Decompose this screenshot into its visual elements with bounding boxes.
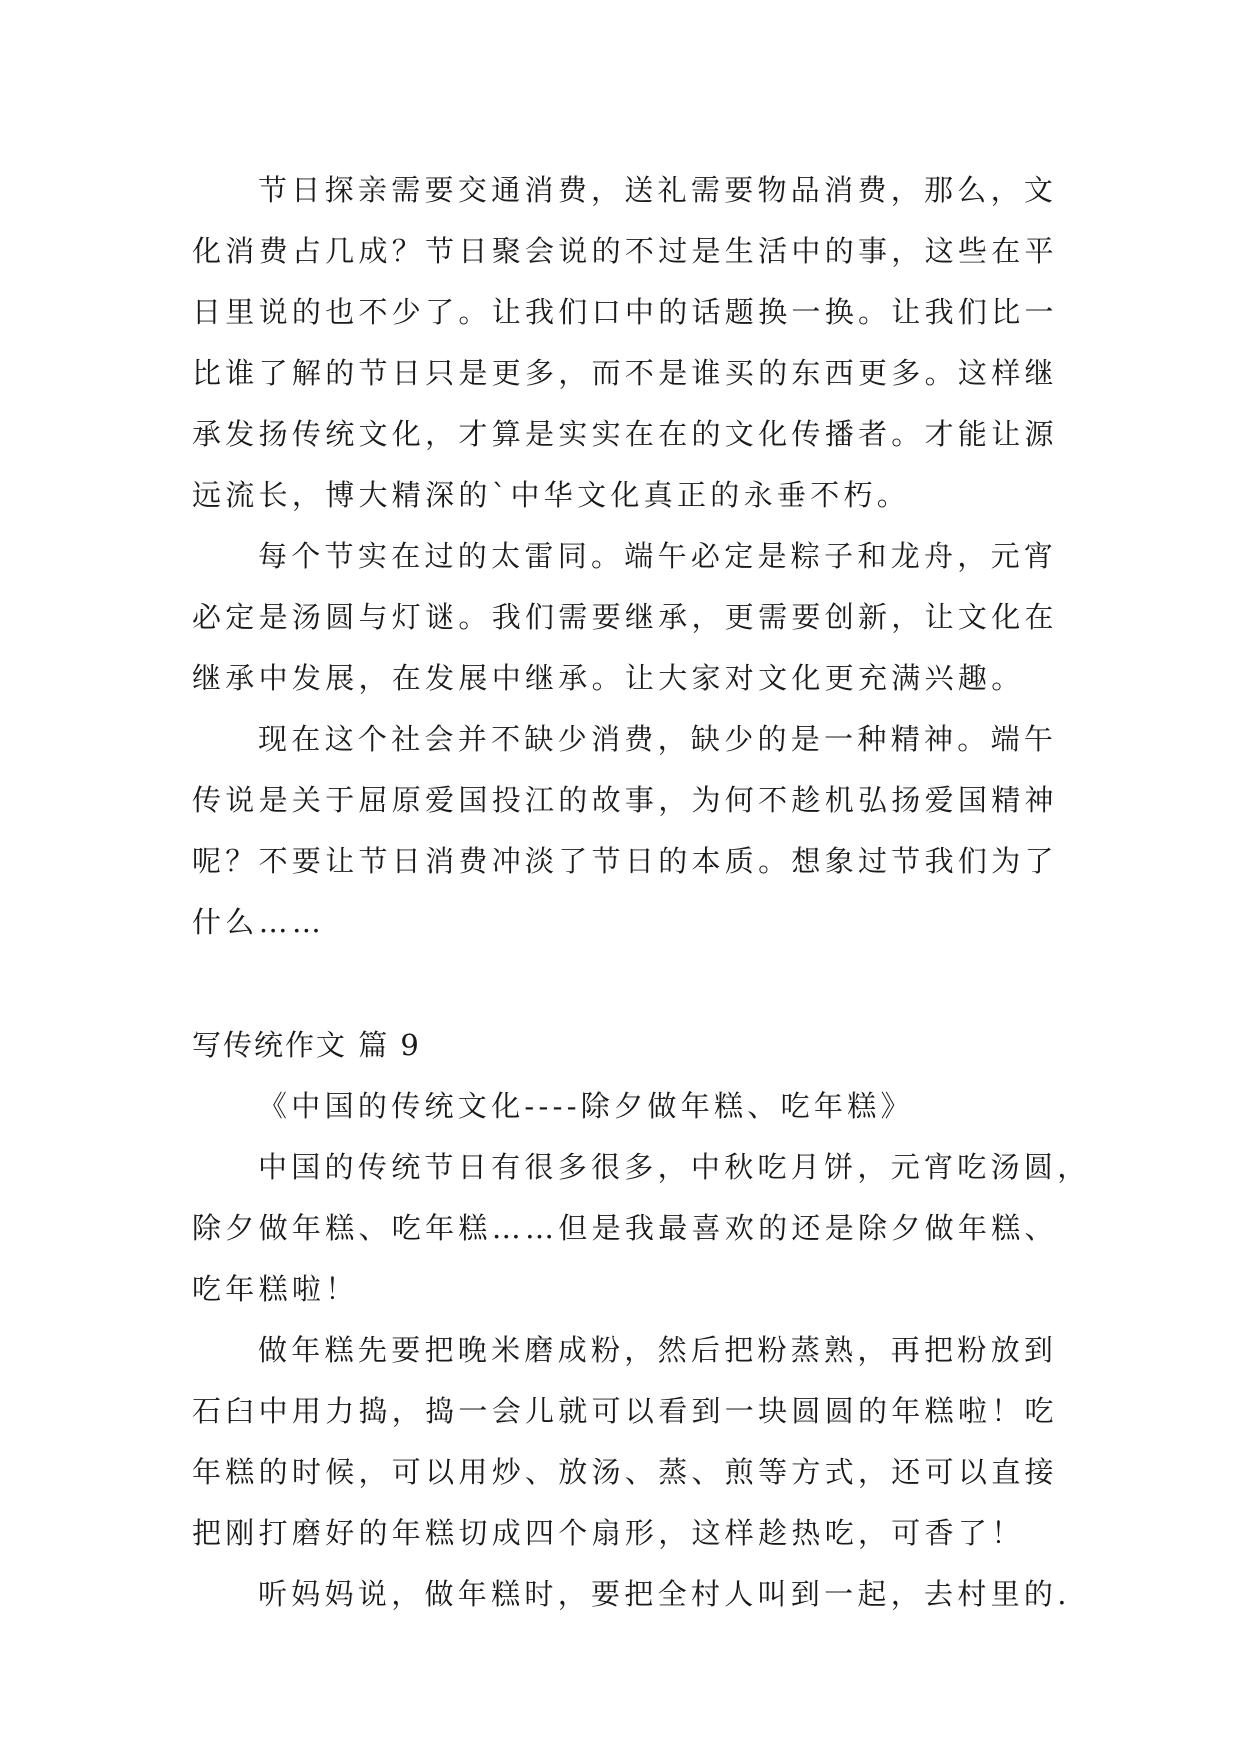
text-line: 承发扬传统文化，才算是实实在在的文化传播者。才能让源 — [192, 417, 1058, 451]
text-line: 继承中发展，在发展中继承。让大家对文化更充满兴趣。 — [192, 661, 1025, 695]
text-line: 中国的传统节日有很多很多，中秋吃月饼，元宵吃汤圆， — [258, 1150, 1091, 1184]
essay-title: 《中国的传统文化----除夕做年糕、吃年糕》 — [258, 1089, 914, 1123]
text-line: 石臼中用力捣，捣一会儿就可以看到一块圆圆的年糕啦！吃 — [192, 1394, 1058, 1428]
document-body — [192, 160, 1091, 1625]
paragraph — [192, 1564, 1071, 1625]
text-line: 吃年糕啦！ — [192, 1272, 359, 1306]
text-line: 除夕做年糕、吃年糕……但是我最喜欢的还是除夕做年糕、 — [192, 1211, 1058, 1245]
text-line: 化消费占几成？节日聚会说的不过是生活中的事，这些在平 — [192, 234, 1058, 268]
paragraph — [192, 1320, 1060, 1564]
paragraph — [192, 160, 1060, 526]
text-line: 节日探亲需要交通消费，送礼需要物品消费，那么，文 — [258, 173, 1058, 207]
paragraph — [192, 709, 1060, 953]
section-spacer — [192, 953, 1060, 1015]
text-line: 年糕的时候，可以用炒、放汤、蒸、煎等方式，还可以直接 — [192, 1455, 1058, 1489]
text-line: 传说是关于屈原爱国投江的故事，为何不趁机弘扬爱国精神 — [192, 783, 1058, 817]
text-line: 听妈妈说，做年糕时，要把全村人叫到一起，去村里的. — [258, 1577, 1071, 1611]
text-line: 日里说的也不少了。让我们口中的话题换一换。让我们比一 — [192, 295, 1058, 329]
text-line: 远流长，博大精深的`中华文化真正的永垂不朽。 — [192, 478, 911, 512]
text-line: 把刚打磨好的年糕切成四个扇形，这样趁热吃，可香了！ — [192, 1516, 1025, 1550]
paragraph — [192, 1137, 1091, 1320]
text-line: 呢？不要让节日消费冲淡了节日的本质。想象过节我们为了 — [192, 844, 1058, 878]
text-line: 现在这个社会并不缺少消费，缺少的是一种精神。端午 — [258, 722, 1058, 756]
text-line: 做年糕先要把晚米磨成粉，然后把粉蒸熟，再把粉放到 — [258, 1333, 1058, 1367]
text-line: 必定是汤圆与灯谜。我们需要继承，更需要创新，让文化在 — [192, 600, 1058, 634]
text-line: 每个节实在过的太雷同。端午必定是粽子和龙舟，元宵 — [258, 539, 1058, 573]
paragraph — [192, 526, 1060, 709]
text-line: 比谁了解的节日只是更多，而不是谁买的东西更多。这样继 — [192, 356, 1058, 390]
text-line: 什么…… — [192, 905, 326, 939]
section-heading: 写传统作文 篇 9 — [192, 1028, 421, 1062]
